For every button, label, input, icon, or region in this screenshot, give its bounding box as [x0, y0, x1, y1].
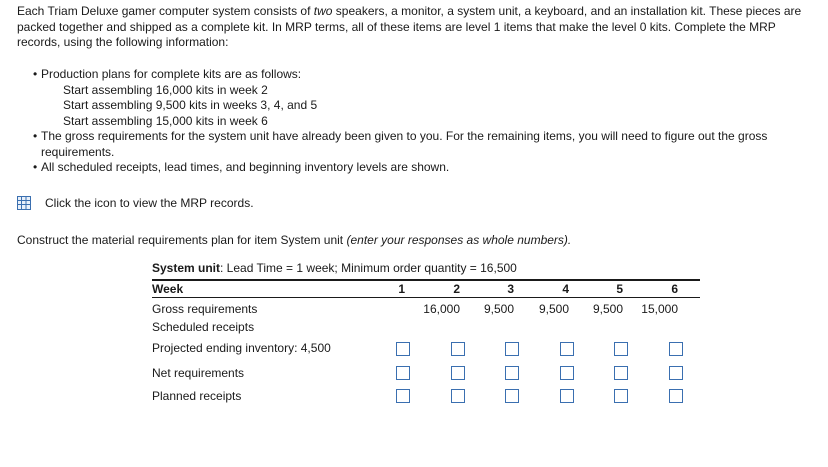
net-requirements-input[interactable] — [451, 366, 465, 380]
week-number: 6 — [671, 282, 678, 296]
gross-value: 9,500 — [592, 302, 623, 316]
mrp-header: System unit: Lead Time = 1 week; Minimum order quantity = 16,500 — [152, 261, 517, 275]
item-name: System unit — [152, 261, 221, 275]
week-number: 5 — [616, 282, 623, 296]
gross-value: 9,500 — [538, 302, 569, 316]
plan-item: Start assembling 15,000 kits in week 6 — [63, 113, 268, 128]
row-label: Net requirements — [152, 366, 245, 380]
gross-requirements-row — [152, 302, 700, 318]
problem-intro — [17, 4, 817, 51]
gross-value: 16,000 — [423, 302, 460, 316]
mrp-table — [152, 261, 700, 403]
net-requirements-input[interactable] — [396, 366, 410, 380]
bullet-scheduled-receipts: • All scheduled receipts, lead times, and beginning inventory levels are shown. — [33, 160, 450, 174]
bullet-production-plans: • Production plans for complete kits are as follows: — [33, 67, 302, 81]
header-rule — [152, 279, 700, 281]
projected-inventory-input[interactable] — [451, 342, 465, 356]
week-rule — [152, 297, 700, 298]
gross-value: 15,000 — [641, 302, 678, 316]
projected-inventory-input[interactable] — [669, 342, 683, 356]
net-requirements-input[interactable] — [669, 366, 683, 380]
week-number: 4 — [562, 282, 569, 296]
net-requirements-input[interactable] — [614, 366, 628, 380]
planned-receipts-input[interactable] — [669, 389, 683, 403]
production-plan-list — [37, 83, 817, 130]
mrp-records-text: Click the icon to view the MRP records. — [45, 196, 254, 210]
projected-inventory-input[interactable] — [614, 342, 628, 356]
projected-inventory-input[interactable] — [396, 342, 410, 356]
planned-receipts-input[interactable] — [451, 389, 465, 403]
week-label: Week — [152, 282, 184, 296]
week-number: 3 — [507, 282, 514, 296]
planned-receipts-input[interactable] — [505, 389, 519, 403]
row-label: Projected ending inventory: 4,500 — [152, 341, 331, 355]
projected-inventory-input[interactable] — [560, 342, 574, 356]
mrp-records-link[interactable] — [17, 196, 254, 210]
intro-text-1: Each Triam Deluxe gamer computer system consists of — [17, 4, 314, 18]
plan-item: Start assembling 9,500 kits in weeks 3, 4, and 5 — [63, 98, 318, 112]
planned-receipts-input[interactable] — [396, 389, 410, 403]
scheduled-receipts-row — [152, 320, 700, 336]
gross-value: 9,500 — [483, 302, 514, 316]
intro-emphasis: two — [313, 4, 333, 18]
row-label: Planned receipts — [152, 389, 242, 403]
projected-inventory-input[interactable] — [505, 342, 519, 356]
bullet-gross-requirements: • The gross requirements for the system unit have already been given to you. For the remaining items, you will need to figure out the gross requirements. — [33, 129, 768, 159]
net-requirements-input[interactable] — [560, 366, 574, 380]
plan-item: Start assembling 16,000 kits in week 2 — [63, 82, 268, 97]
construct-instruction: Construct the material requirements plan for item System unit (enter your responses as whole numbers). — [17, 233, 572, 247]
row-label: Scheduled receipts — [152, 320, 255, 334]
planned-receipts-input[interactable] — [560, 389, 574, 403]
intro-text-2: speakers, a monitor, a system unit, a keyboard, and an installation kit. These pieces are packed together and shipped as a complete kit. In MRP terms, all of these items are level 1 items that make the level 0 kits. Complete the MRP records, using the following information: — [17, 4, 802, 49]
row-label: Gross requirements — [152, 302, 258, 316]
week-number: 2 — [453, 282, 460, 296]
table-grid-icon[interactable] — [17, 196, 31, 210]
planned-receipts-input[interactable] — [614, 389, 628, 403]
bullet-list — [33, 67, 817, 176]
week-row — [152, 282, 700, 298]
week-number: 1 — [398, 282, 405, 296]
instruction-hint: (enter your responses as whole numbers). — [346, 233, 572, 247]
net-requirements-input[interactable] — [505, 366, 519, 380]
